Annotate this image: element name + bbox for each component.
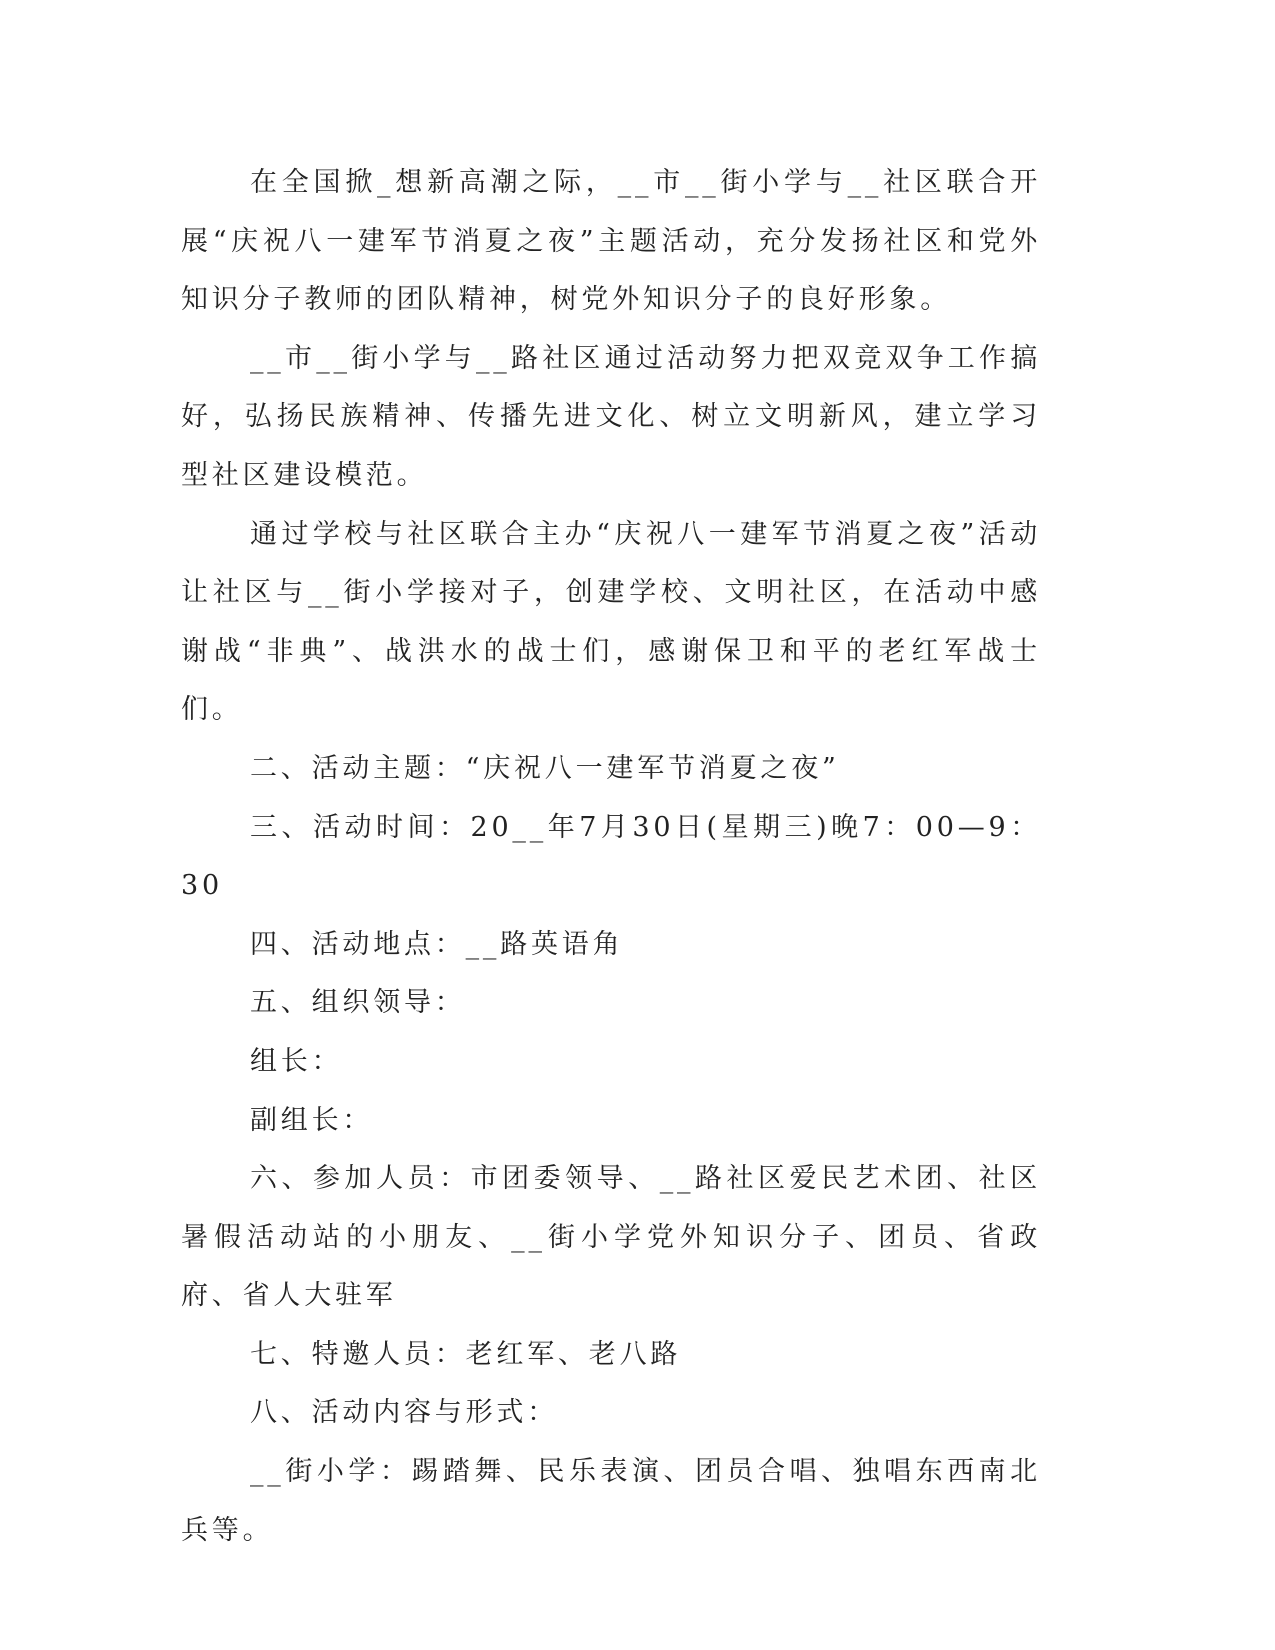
paragraph-purpose: 通过学校与社区联合主办“庆祝八一建军节消夏之夜”活动让社区与__街小学接对子，创建学校、文明社区，在活动中感谢战“非典”、战洪水的战士们，感谢保卫和平的老红军战士们。 [181,518,1041,726]
paragraph-goal: __市__街小学与__路社区通过活动努力把双竞双争工作搞好，弘扬民族精神、传播先进文化、树立文明新风，建立学习型社区建设模范。 [181,342,1041,491]
paragraph-intro: 在全国掀_想新高潮之际，__市__街小学与__社区联合开展“庆祝八一建军节消夏之夜”主题活动，充分发扬社区和党外知识分子教师的团队精神，树党外知识分子的良好形象。 [181,167,1041,316]
paragraph-content-form: 八、活动内容与形式： [250,1397,558,1429]
paragraph-deputy-leader: 副组长： [250,1104,374,1136]
paragraph-leadership: 五、组织领导： [250,987,466,1019]
paragraph-theme: 二、活动主题：“庆祝八一建军节消夏之夜” [250,752,840,784]
paragraph-location: 四、活动地点：__路英语角 [250,928,624,960]
document-body [181,154,1041,1560]
paragraph-time: 三、活动时间：20__年7月30日(星期三)晚7：00—9：30 [181,811,1041,902]
paragraph-special-guests: 七、特邀人员：老红军、老八路 [250,1338,682,1370]
paragraph-group-leader: 组长： [250,1045,343,1077]
paragraph-participants: 六、参加人员：市团委领导、__路社区爱民艺术团、社区暑假活动站的小朋友、__街小学党外知识分子、团员、省政府、省人大驻军 [181,1163,1041,1312]
paragraph-school-program: __街小学：踢踏舞、民乐表演、团员合唱、独唱东西南北兵等。 [181,1456,1041,1546]
